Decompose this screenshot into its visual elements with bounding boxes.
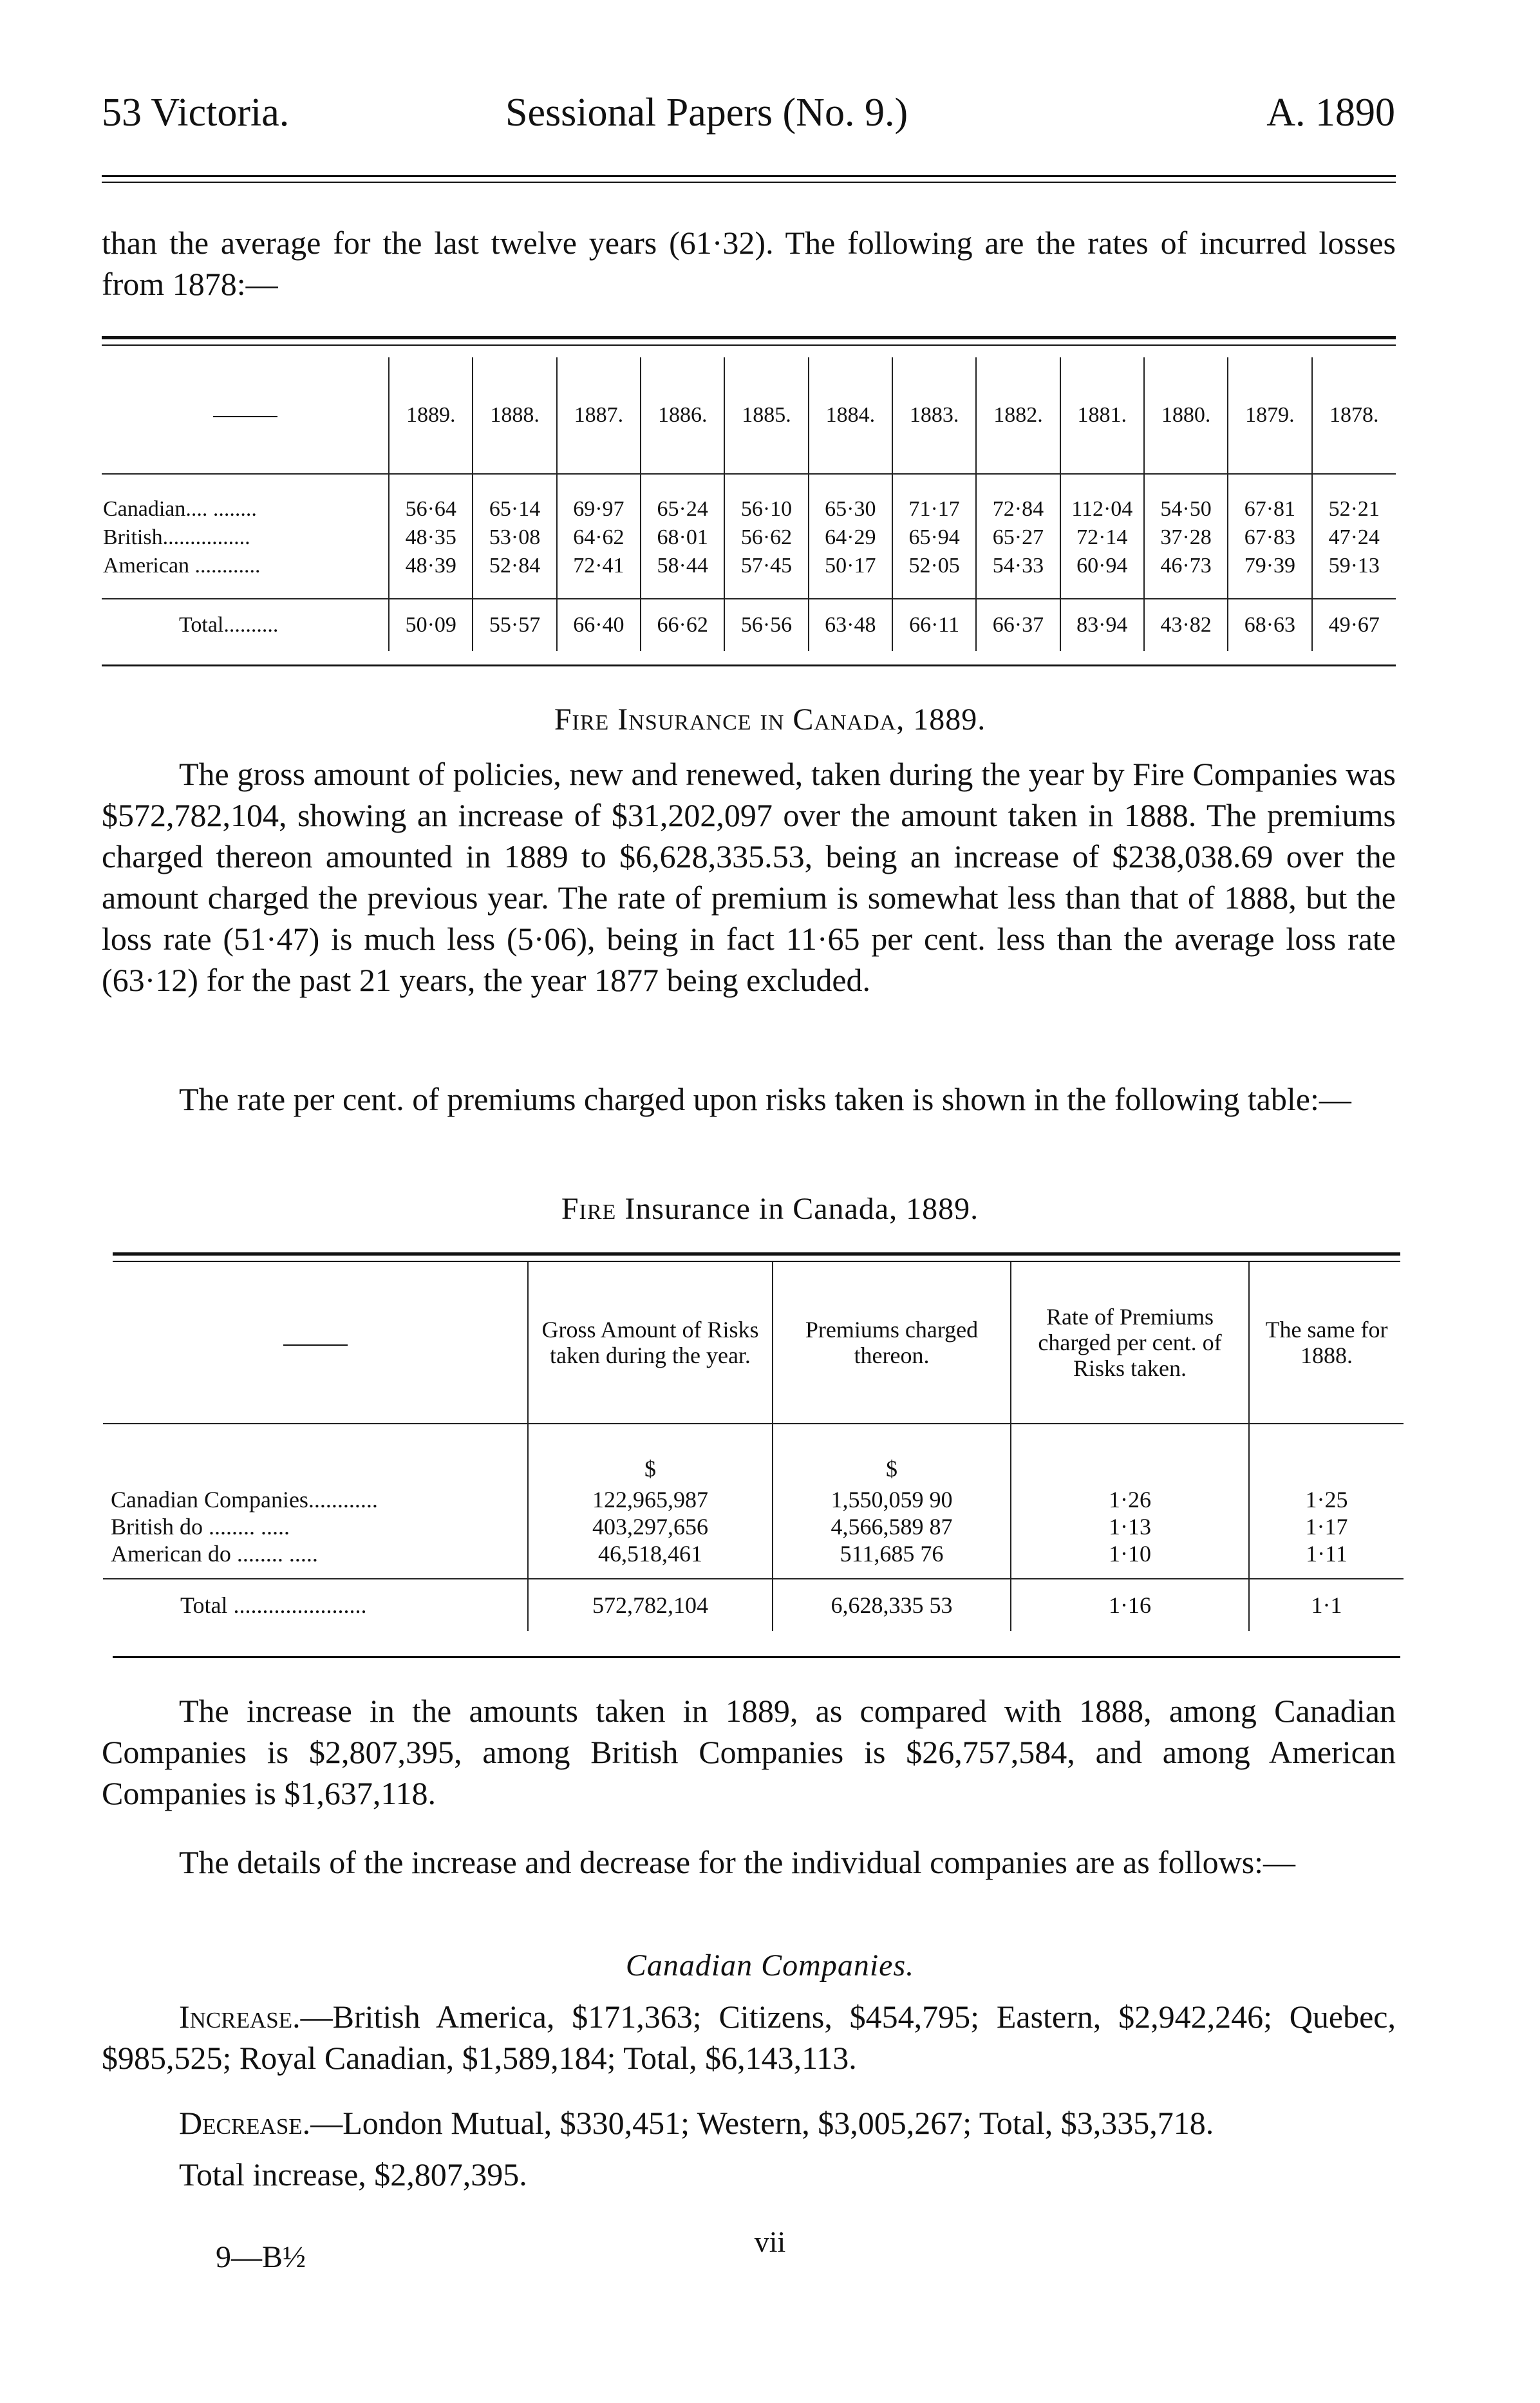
table-row — [103, 1540, 1404, 1567]
table-cell: 48·35 — [389, 522, 473, 551]
table-cell: 49·67 — [1312, 599, 1396, 651]
year-header: 1885. — [724, 357, 808, 474]
paragraph-gross-amount: The gross amount of policies, new and renewed, taken during the year by Fire Companies was $572,782,104, showing an increase of $31,202,097 over the amount taken in 1888. The premiums charged thereon amounted in 1889 to $6,628,335.53, being an increase of $238,038.69 over the amount charged the previous year. The rate of premium is somewhat less than that of 1888, but the loss rate (51·47) is much less (5·06), being in fact 11·65 per cent. less than the average loss rate (63·12) for the past 21 years, the year 1877 being excluded. — [102, 756, 1396, 998]
table-cell: 60·94 — [1060, 551, 1144, 579]
table-cell: 67·83 — [1228, 522, 1311, 551]
year-header: 1882. — [976, 357, 1060, 474]
table-cell: 1·10 — [1011, 1540, 1249, 1567]
table-cell: 1·13 — [1011, 1513, 1249, 1540]
year-header: 1888. — [473, 357, 556, 474]
table-cell: 64·62 — [557, 522, 641, 551]
table-cell: 53·08 — [473, 522, 556, 551]
table-cell: 1·1 — [1249, 1579, 1404, 1631]
table-cell: 69·97 — [557, 494, 641, 522]
paragraph-decrease-list — [102, 2102, 1396, 2144]
row-label: American do ........ ..... — [103, 1540, 528, 1567]
table-cell: 46·73 — [1144, 551, 1228, 579]
table-cell: 48·39 — [389, 551, 473, 579]
table-cell: 46,518,461 — [528, 1540, 773, 1567]
table-cell: 65·27 — [976, 522, 1060, 551]
table-cell: 57·45 — [724, 551, 808, 579]
paragraph-increase-amounts: The increase in the amounts taken in 1889, as compared with 1888, among Canadian Companies is $2,807,395, among British Companies is $26,757,584, and among American Companies is $1,637,118. — [102, 1693, 1396, 1811]
table-cell: 52·21 — [1328, 497, 1380, 521]
year-header: 1879. — [1228, 357, 1311, 474]
total-row — [103, 1579, 1404, 1631]
table-cell: 50·09 — [389, 599, 473, 651]
year-header: 1878. — [1329, 403, 1379, 427]
table-cell: 66·37 — [976, 599, 1060, 651]
table2-top-rule — [113, 1252, 1400, 1256]
header-title: Sessional Papers (No. 9.) — [505, 91, 908, 135]
table1-bottom-rule — [102, 664, 1396, 666]
spacer-row — [103, 1567, 1404, 1579]
table-cell: 52·84 — [473, 551, 556, 579]
title-part: Fire — [561, 1192, 617, 1226]
column-header-gross-amount: Gross Amount of Risks taken during the year. — [528, 1262, 773, 1424]
table-cell: 1·11 — [1306, 1541, 1348, 1567]
table2-bottom-rule — [113, 1656, 1400, 1658]
title-part: , 1889. — [896, 702, 986, 737]
row-label: American ............ — [102, 551, 389, 579]
row-label: Canadian Companies............ — [103, 1486, 528, 1513]
table-cell: 1·25 — [1305, 1487, 1348, 1512]
canadian-companies-heading: Canadian Companies. — [625, 1948, 915, 1983]
table-row — [102, 551, 1396, 579]
table-cell: 59·13 — [1328, 554, 1380, 578]
table-cell: 79·39 — [1228, 551, 1311, 579]
table-cell: 72·84 — [976, 494, 1060, 522]
table-cell: 122,965,987 — [528, 1486, 773, 1513]
table-cell: 1·17 — [1305, 1514, 1348, 1540]
decrease-label: Decrease. — [179, 2105, 311, 2141]
year-header: 1887. — [557, 357, 641, 474]
table-cell: 47·24 — [1328, 525, 1380, 549]
increase-label: Increase. — [179, 1999, 301, 2035]
page-number: vii — [754, 2225, 786, 2258]
row-label: Total ....................... — [103, 1579, 528, 1631]
year-header: 1881. — [1060, 357, 1144, 474]
header-year: A. 1890 — [1266, 91, 1395, 135]
title-part: Insurance in Canada, 1889. — [616, 1192, 979, 1226]
table-cell: 52·05 — [892, 551, 976, 579]
table-cell: 65·24 — [641, 494, 724, 522]
loss-table-corner — [102, 357, 389, 474]
table-cell: 64·29 — [809, 522, 892, 551]
table1-top-rule — [102, 336, 1396, 339]
table-cell: 112·04 — [1060, 494, 1144, 522]
signature-mark: 9—B½ — [216, 2240, 306, 2274]
table-cell: 66·40 — [557, 599, 641, 651]
table-cell: 1,550,059 90 — [773, 1486, 1011, 1513]
table-cell: 66·11 — [892, 599, 976, 651]
table-cell: 68·63 — [1228, 599, 1311, 651]
paragraph-total-increase: Total increase, $2,807,395. — [179, 2156, 527, 2192]
table-row — [102, 494, 1396, 522]
intro-paragraph: than the average for the last twelve years (61·32). The following are the rates of incurred losses from 1878:— — [102, 225, 1396, 302]
table-cell: 6,628,335 53 — [773, 1579, 1011, 1631]
row-label: British................ — [102, 522, 389, 551]
unit-cell: $ — [773, 1424, 1011, 1486]
table-cell: 63·48 — [809, 599, 892, 651]
year-header: 1880. — [1144, 357, 1228, 474]
table-cell: 65·94 — [892, 522, 976, 551]
year-header: 1883. — [892, 357, 976, 474]
table-cell: 72·41 — [557, 551, 641, 579]
total-row — [102, 599, 1396, 651]
premium-table-corner — [103, 1262, 528, 1424]
table-cell: 37·28 — [1144, 522, 1228, 551]
header-rule — [102, 175, 1396, 177]
table-cell: 56·56 — [724, 599, 808, 651]
paragraph-details: The details of the increase and decrease for the individual companies are as follows:— — [179, 1844, 1296, 1880]
loss-rates-table — [102, 357, 1396, 651]
table-cell: 43·82 — [1144, 599, 1228, 651]
spacer-row — [102, 579, 1396, 599]
table-cell: 403,297,656 — [528, 1513, 773, 1540]
premium-rates-table — [103, 1262, 1404, 1631]
table-cell: 67·81 — [1228, 494, 1311, 522]
column-header-same-1888: The same for 1888. — [1265, 1317, 1388, 1368]
table-cell: 56·62 — [724, 522, 808, 551]
spacer-row — [102, 474, 1396, 494]
unit-row — [103, 1424, 1404, 1486]
table-cell: 54·50 — [1144, 494, 1228, 522]
table-cell: 68·01 — [641, 522, 724, 551]
table-cell: 1·26 — [1011, 1486, 1249, 1513]
table-cell: 72·14 — [1060, 522, 1144, 551]
table-row — [102, 522, 1396, 551]
table-cell: 71·17 — [892, 494, 976, 522]
section-title-fire-insurance — [0, 702, 1540, 737]
increase-text: —British America, $171,363; Citizens, $454,795; Eastern, $2,942,246; Quebec, $985,525; Royal Canadian, $1,589,184; Total, $6,143,113. — [102, 1999, 1396, 2076]
table-cell: 55·57 — [473, 599, 556, 651]
row-label: Total.......... — [102, 599, 389, 651]
row-label: Canadian.... ........ — [102, 494, 389, 522]
paragraph-increase-list — [102, 1996, 1396, 2078]
table-row — [103, 1513, 1404, 1540]
decrease-text: —London Mutual, $330,451; Western, $3,005,267; Total, $3,335,718. — [310, 2105, 1214, 2141]
title-part: Fire Insurance in — [554, 702, 785, 737]
table-cell: 66·62 — [641, 599, 724, 651]
year-header: 1889. — [389, 357, 473, 474]
table1-top-rule-thin — [102, 344, 1396, 346]
table-cell: 65·14 — [473, 494, 556, 522]
table-row — [103, 1486, 1404, 1513]
year-header: 1886. — [641, 357, 724, 474]
table-cell: 50·17 — [809, 551, 892, 579]
table-cell: 56·64 — [389, 494, 473, 522]
column-header-premiums: Premiums charged thereon. — [773, 1262, 1011, 1424]
table-cell: 1·16 — [1011, 1579, 1249, 1631]
title-part: Canada — [793, 702, 897, 737]
table-cell: 65·30 — [809, 494, 892, 522]
unit-cell: $ — [528, 1424, 773, 1486]
table-cell: 4,566,589 87 — [773, 1513, 1011, 1540]
table-cell: 56·10 — [724, 494, 808, 522]
table-cell: 511,685 76 — [773, 1540, 1011, 1567]
table-cell: 572,782,104 — [528, 1579, 773, 1631]
table-cell: 58·44 — [641, 551, 724, 579]
table-cell: 54·33 — [976, 551, 1060, 579]
loss-table-header-row — [102, 357, 1396, 474]
paragraph-rate-per-cent: The rate per cent. of premiums charged upon risks taken is shown in the following table:— — [179, 1081, 1351, 1117]
premium-table-header-row — [103, 1262, 1404, 1424]
table-title-fire-insurance — [0, 1191, 1540, 1227]
column-header-rate: Rate of Premiums charged per cent. of Risks taken. — [1011, 1262, 1249, 1424]
year-header: 1884. — [809, 357, 892, 474]
table-cell: 83·94 — [1060, 599, 1144, 651]
header-session: 53 Victoria. — [102, 91, 290, 135]
header-rule-thin — [102, 182, 1396, 183]
row-label: British do ........ ..... — [103, 1513, 528, 1540]
